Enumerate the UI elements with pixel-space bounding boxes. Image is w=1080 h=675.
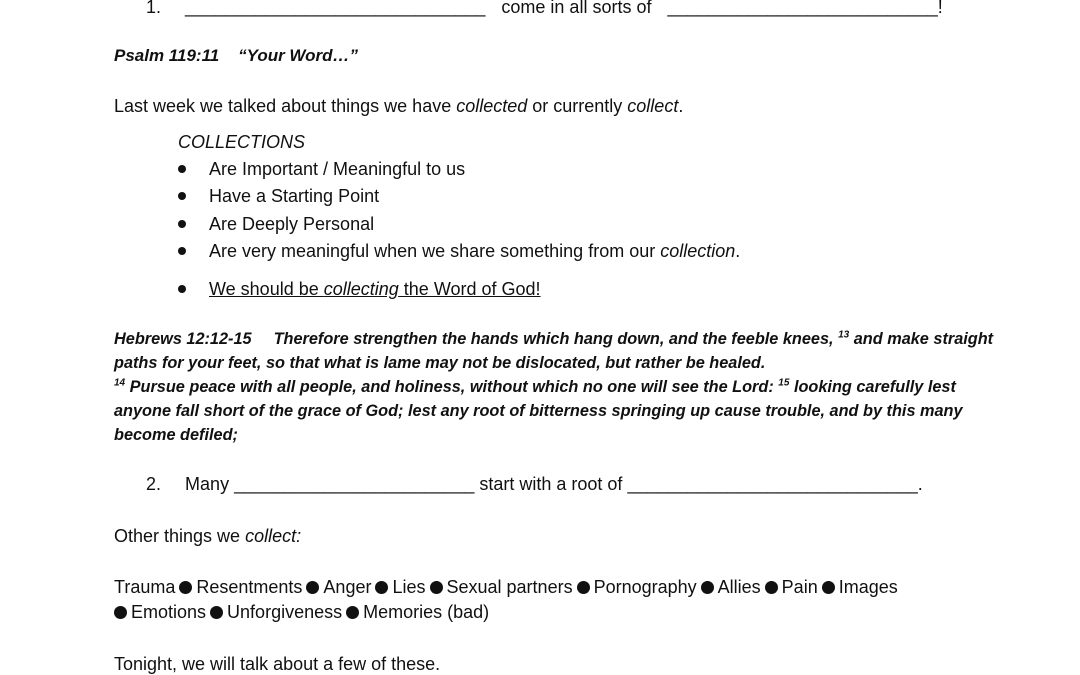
bullet-icon bbox=[306, 581, 319, 594]
emphasis: collected bbox=[456, 96, 528, 116]
other-things-heading bbox=[114, 525, 301, 547]
text: Other things we bbox=[114, 526, 246, 546]
emphasis: collect bbox=[627, 96, 679, 116]
verse-text: Pursue peace with all people, and holiness, without which no one will see the Lord: bbox=[129, 378, 774, 396]
bullet-icon bbox=[178, 165, 186, 173]
list-item: Sexual partners bbox=[446, 577, 573, 597]
emphasis: collecting bbox=[323, 279, 399, 299]
blank-line: ___________________________! bbox=[667, 0, 943, 17]
item-text: come in all sorts of bbox=[501, 0, 652, 17]
item-text: . bbox=[917, 474, 923, 494]
collections-heading: COLLECTIONS bbox=[178, 132, 306, 152]
item-number: 2. bbox=[146, 474, 162, 494]
item-number: 1. bbox=[146, 0, 162, 17]
verse-number: 13 bbox=[838, 329, 850, 341]
text: or currently bbox=[527, 96, 628, 116]
bullet-icon bbox=[765, 581, 778, 594]
list-item: Memories (bad) bbox=[363, 602, 490, 622]
fill-in-item-1 bbox=[146, 0, 943, 18]
list-item: Pain bbox=[781, 577, 818, 597]
scripture-reference: Hebrews 12:12-15 bbox=[114, 330, 252, 348]
blank-line: _____________________________ bbox=[627, 474, 918, 494]
emphasis: collection bbox=[660, 241, 736, 261]
list-item: Anger bbox=[323, 577, 372, 597]
fill-in-item-2 bbox=[146, 473, 923, 495]
verse-text: Therefore strengthen the hands which hang down, and the feeble knees, bbox=[273, 330, 834, 348]
hebrews-passage bbox=[114, 327, 994, 447]
verse-number: 15 bbox=[778, 377, 790, 389]
bullet-icon bbox=[577, 581, 590, 594]
list-item: Lies bbox=[392, 577, 426, 597]
list-item: Unforgiveness bbox=[227, 602, 343, 622]
bullet-icon bbox=[178, 247, 186, 255]
scripture-reference: Psalm 119:11 “Your Word…” bbox=[114, 46, 359, 65]
tonight-paragraph: Tonight, we will talk about a few of these. bbox=[114, 654, 441, 674]
verse-text: and make straight paths for your feet, so that what is lame may not be dislocated, but rather be healed. bbox=[114, 330, 994, 372]
blank-line: ________________________ bbox=[234, 474, 475, 494]
text: . bbox=[678, 96, 684, 116]
item-text: start with a root of bbox=[479, 474, 623, 494]
list-item: Pornography bbox=[593, 577, 697, 597]
verse-number: 14 bbox=[114, 377, 126, 389]
list-item: Have a Starting Point bbox=[209, 186, 380, 206]
bullet-icon bbox=[114, 606, 127, 619]
text: the Word of God! bbox=[398, 279, 541, 299]
bullet-icon bbox=[178, 285, 186, 293]
list-item: Are Important / Meaningful to us bbox=[209, 159, 466, 179]
blank-line: ______________________________ bbox=[185, 0, 486, 17]
text: We should be bbox=[209, 279, 324, 299]
item-text: Many bbox=[185, 474, 230, 494]
list-item: Images bbox=[838, 577, 898, 597]
bullet-icon bbox=[430, 581, 443, 594]
bullet-icon bbox=[178, 192, 186, 200]
list-item: Resentments bbox=[196, 577, 303, 597]
bullet-icon bbox=[210, 606, 223, 619]
list-item: Are Deeply Personal bbox=[209, 214, 375, 234]
emphasis: collect: bbox=[245, 526, 302, 546]
bullet-icon bbox=[178, 220, 186, 228]
text: Last week we talked about things we have bbox=[114, 96, 457, 116]
bullet-icon bbox=[701, 581, 714, 594]
bullet-icon bbox=[375, 581, 388, 594]
list-item-underlined bbox=[209, 278, 541, 300]
bullet-icon bbox=[179, 581, 192, 594]
verse-text: looking carefully lest anyone fall short of the grace of God; lest any root of bitterness springing up cause trouble, and by this many become defiled; bbox=[114, 378, 963, 444]
last-week-paragraph bbox=[114, 95, 683, 117]
collect-list-line-1 bbox=[114, 576, 898, 598]
bullet-icon bbox=[346, 606, 359, 619]
text: Are very meaningful when we share something from our bbox=[209, 241, 661, 261]
list-item bbox=[209, 240, 740, 262]
text: . bbox=[735, 241, 741, 261]
collect-list-line-2 bbox=[114, 601, 489, 623]
bullet-icon bbox=[822, 581, 835, 594]
list-item: Allies bbox=[717, 577, 761, 597]
list-item: Trauma bbox=[114, 577, 176, 597]
list-item: Emotions bbox=[131, 602, 207, 622]
